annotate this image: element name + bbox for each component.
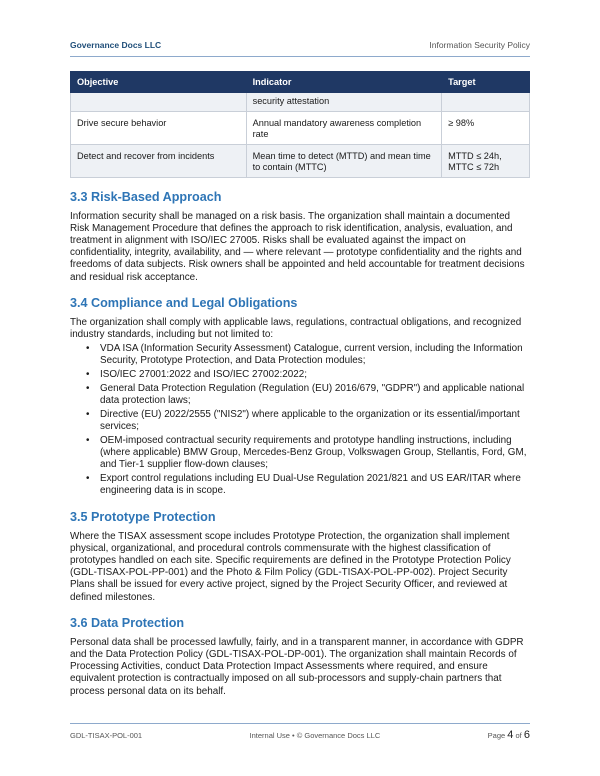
section-heading: 3.4 Compliance and Legal Obligations [70,295,298,310]
bullet-icon: • [86,343,90,355]
column-header-indicator: Indicator [246,72,442,93]
list-item-text: Export control regulations including EU Dual-Use Regulation 2021/821 and US EAR/ITAR where engineering data is in scope. [100,473,521,497]
section-intro: The organization shall comply with applicable laws, regulations, contractual obligations, and recognized industry standards, including but not limited to: [70,316,522,340]
objective-cell: Drive secure behavior [71,111,247,144]
target-cell [442,93,530,112]
page-footer [70,723,530,741]
section-heading: 3.3 Risk-Based Approach [70,189,222,204]
target-line: MTTC ≤ 72h [448,162,500,172]
column-header-objective: Objective [71,72,247,93]
list-item-text: ISO/IEC 27001:2022 and ISO/IEC 27002:2022; [100,369,307,381]
table-row [71,93,530,112]
section-heading: 3.5 Prototype Protection [70,509,216,524]
list-item [86,434,530,472]
page-total: 6 [523,729,530,741]
classification-notice: Internal Use • © Governance Docs LLC [249,731,381,740]
list-item-text: OEM-imposed contractual security requirements and prototype handling instructions, including (where applicable) BMW Group, Mercedes-Benz Group, Volkswagen Group, Stellantis, Ford, GM, and Tier-1 supplier flow-down clauses; [100,434,527,471]
page-indicator [488,729,530,741]
bullet-icon: • [86,382,90,394]
header-document-title: Information Security Policy [429,40,530,50]
list-item [86,408,530,433]
target-cell: ≥ 98% [442,111,530,144]
document-id: GDL-TISAX-POL-001 [70,731,143,740]
page-header [70,30,530,57]
page-current: 4 [507,729,514,741]
bullet-icon: • [86,408,90,420]
company-name: Governance Docs LLC [70,40,162,50]
section-data-protection [70,616,530,698]
objective-cell: Detect and recover from incidents [71,144,247,177]
page-of: of [515,731,522,740]
list-item-text: VDA ISA (Information Security Assessment) Catalogue, current version, including the Information Security, Prototype Protection, and Data Protection modules; [100,343,523,367]
list-item [86,382,530,407]
section-body: Personal data shall be processed lawfully, fairly, and in a transparent manner, in accordance with GDPR and the Data Protection Policy (GDL-TISAX-POL-DP-001). The organization shall maintain Records of Processing Activities, conduct Data Protection Impact Assessments where required, and ensure equivalent protection is contractually imposed on all sub-processors and supply-chain partners that process personal data on its behalf. [70,636,524,697]
page-label: Page [487,731,506,740]
list-item-text: General Data Protection Regulation (Regulation (EU) 2016/679, "GDPR") and applicable national data protection laws; [100,382,525,407]
bullet-icon: • [86,369,90,381]
table-header-row [71,72,530,93]
section-body: Where the TISAX assessment scope includes Prototype Protection, the organization shall implement physical, organizational, and procedural controls commensurate with the highest classification of prototypes handled on each site. Specific requirements are defined in the Prototype Protection Policy (GDL-TISAX-POL-PP-001) and the Photo & Film Policy (GDL-TISAX-POL-PP-002). Project Security Plans shall be issued for every active project, signed by the Project Security Officer, and reviewed at defined milestones. [70,530,511,603]
objectives-table [70,71,530,178]
list-item [86,473,530,497]
section-heading: 3.6 Data Protection [70,615,185,630]
target-cell [442,144,530,177]
table-row [71,144,530,177]
section-risk-based-approach [70,190,530,284]
bullet-icon: • [86,473,90,485]
list-item-text: Directive (EU) 2022/2555 ("NIS2") where applicable to the organization or its essential/important services; [100,408,520,433]
page-content [70,71,530,698]
section-compliance [70,296,530,498]
objective-cell [71,93,247,112]
bullet-icon: • [86,434,90,446]
list-item [86,343,530,367]
target-line: MTTD ≤ 24h, [448,150,502,161]
section-body: Information security shall be managed on a risk basis. The organization shall maintain a documented Risk Management Procedure that defines the approach to risk identification, analysis, evaluation, and treatment in alignment with ISO/IEC 27005. Risks shall be evaluated against the impact on confidentiality, integrity, availability, and — where relevant — prototype confidentiality and the rights and freedoms of data subjects. Risk owners shall be appointed and held accountable for treatment decisions and residual risk acceptance. [70,210,525,283]
list-item [86,369,530,381]
indicator-cell: Annual mandatory awareness completion rate [246,111,442,144]
indicator-cell: security attestation [246,93,442,112]
obligations-list [70,343,530,497]
table-row [71,111,530,144]
column-header-target: Target [442,72,530,93]
indicator-cell: Mean time to detect (MTTD) and mean time to contain (MTTC) [246,144,442,177]
section-prototype-protection [70,510,530,604]
